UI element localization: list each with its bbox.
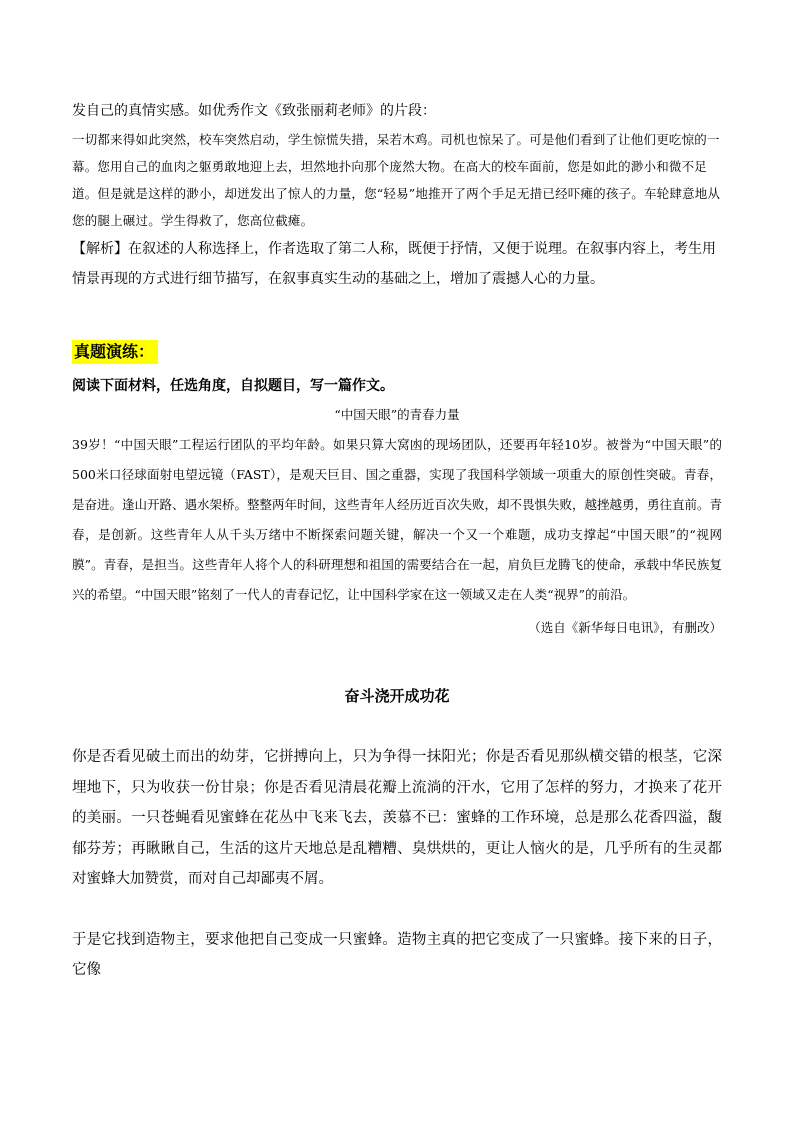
section-heading: 真题演练：: [72, 340, 158, 364]
material-title: “中国天眼”的青春力量: [334, 407, 460, 422]
analysis-paragraph: [72, 234, 722, 294]
intro-paragraph: 发自己的真情实感。如优秀作文《致张丽莉老师》的片段：: [72, 103, 436, 119]
analysis-text: 在叙述的人称选择上，作者选取了第二人称，既便于抒情，又便于说理。在叙事内容上，考生用情景再现的方式进行细节描写，在叙事真实生动的基础之上，增加了震撼人心的力量。: [72, 241, 716, 287]
document-page: [72, 96, 722, 986]
example-excerpt: 一切都来得如此突然，校车突然启动，学生惊慌失措，呆若木鸡。司机也惊呆了。可是他们看到了让他们更吃惊的一幕。您用自己的血肉之躯勇敢地迎上去，坦然地扑向那个庞然大物。在高大的校车面前，您是如此的渺小和微不足道。但是就是这样的渺小，却迸发出了惊人的力量，您“轻易”地推开了两个手足无措已经吓瘫的孩子。车轮肆意地从您的腿上碾过。学生得救了，您高位截瘫。: [72, 132, 721, 228]
essay-paragraph-1: 你是否看见破土而出的幼芽，它拼搏向上，只为争得一抹阳光；你是否看见那纵横交错的根茎，它深埋地下，只为收获一份甘泉；你是否看见清晨花瓣上流淌的汗水，它用了怎样的努力，才换来了花开的美丽。一只苍蝇看见蜜蜂在花丛中飞来飞去，羡慕不已：蜜蜂的工作环境，总是那么花香四溢，馥郁芬芳；再瞅瞅自己，生活的这片天地总是乱糟糟、臭烘烘的，更让人恼火的是，几乎所有的生灵都对蜜蜂大加赞赏，而对自己却鄙夷不屑。: [72, 749, 722, 887]
section-heading-wrapper: [72, 294, 722, 364]
material-source: （选自《新华每日电讯》，有删改）: [528, 620, 722, 635]
essay-paragraph-2: 于是它找到造物主，要求他把自己变成一只蜜蜂。造物主真的把它变成了一只蜜蜂。接下来的日子，它像: [72, 931, 722, 978]
material-text: 39岁！“中国天眼”工程运行团队的平均年龄。如果只算大窝凼的现场团队，还要再年轻10岁。被誉为“中国天眼”的500米口径球面射电望远镜（FAST），是观天巨目、国之重器，实现了我国科学领域一项重大的原创性突破。青春，是奋进。逢山开路、遇水架桥。整整两年时间，这些青年人经历近百次失败，却不畏惧失败，越挫越勇，勇往直前。青春，是创新。这些青年人从千头万绪中不断探索问题关键，解决一个又一个难题，成功支撑起“中国天眼”的“视网膜”。青春，是担当。这些青年人将个人的科研理想和祖国的需要结合在一起，肩负巨龙腾飞的使命，承载中华民族复兴的希望。“中国天眼”铭刻了一代人的青春记忆，让中国科学家在这一领域又走在人类“视界”的前沿。: [72, 437, 723, 602]
analysis-tag: 【解析】: [72, 241, 128, 257]
essay-title: 奋斗浇开成功花: [344, 687, 450, 705]
writing-instruction: 阅读下面材料，任选角度，自拟题目，写一篇作文。: [72, 378, 394, 394]
